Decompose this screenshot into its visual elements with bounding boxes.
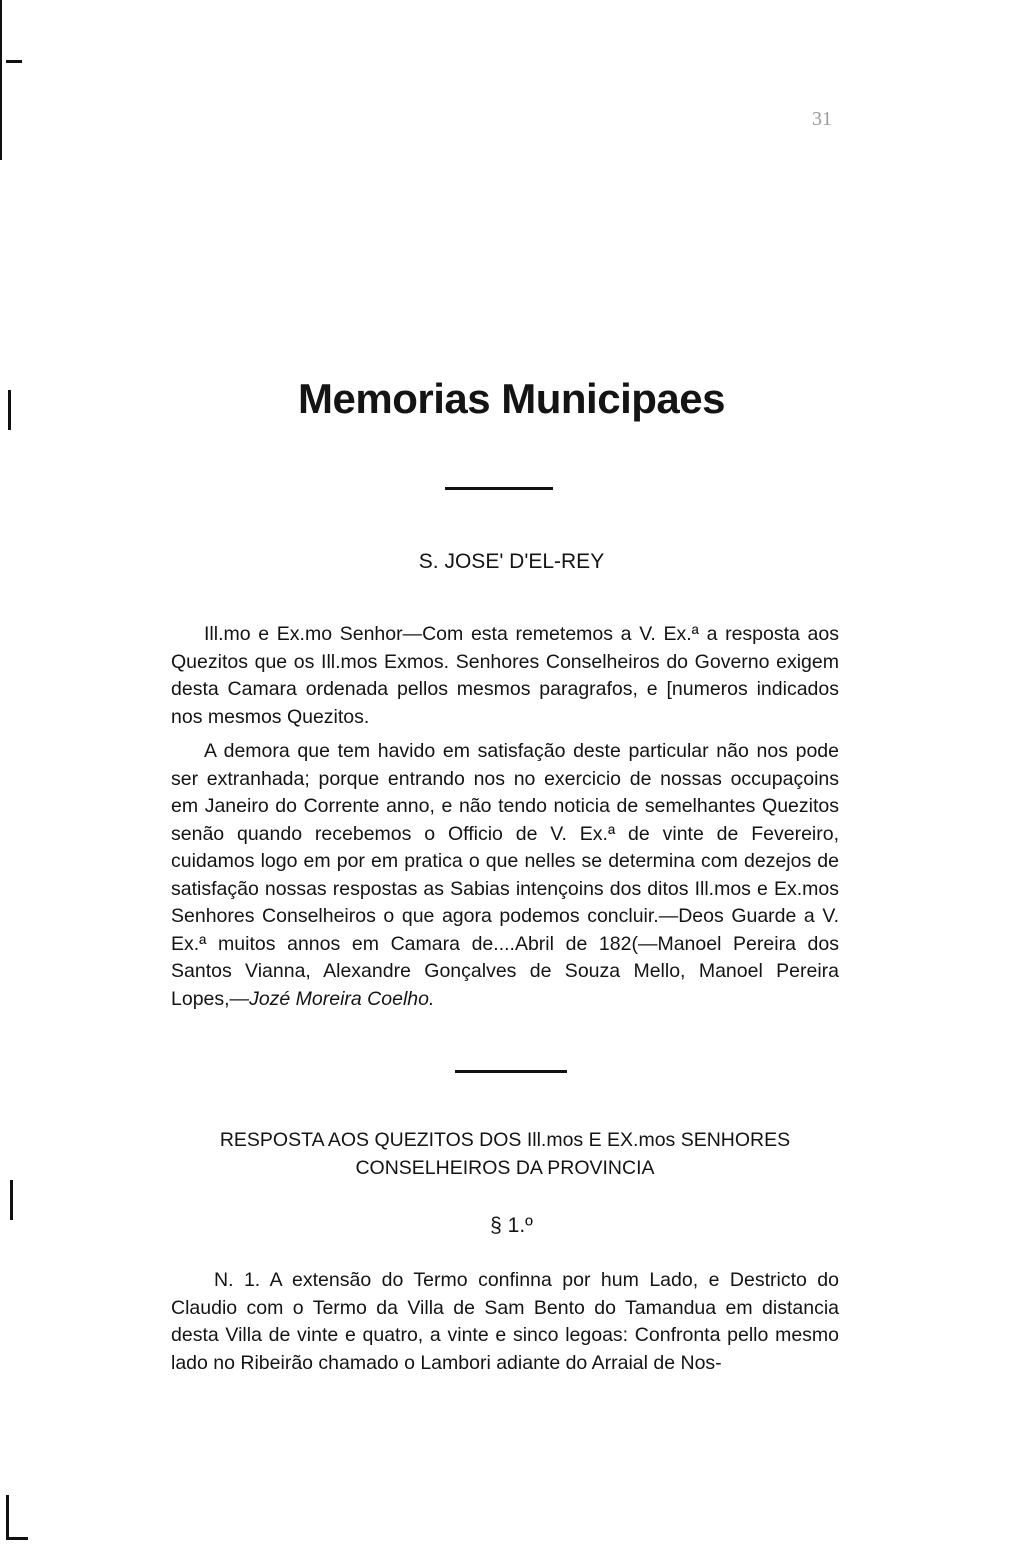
margin-mark: [0, 0, 2, 160]
margin-mark: [6, 1537, 28, 1540]
margin-mark: [8, 390, 11, 430]
letter-text: A demora que tem havido em satisfação deste particular não nos pode ser extranhada; porque entrando nos no exercicio de nossas occupaçoins em Janeiro do Corrente anno, e não tendo noticia de semelhantes Quezitos senão quando recebemos o Officio de V. Ex.ª de vinte de Fevereiro, cuidamos logo em por em pratica o que nelles se determina com dezejos de satisfação nossas respostas as Sabias intençoins dos ditos Ill.mos e Ex.mos Senhores Conselheiros o que agora podemos concluir.—Deos Guarde a V. Ex.ª muitos annos em Camara de....Abril de 182(—Manoel Pereira dos Santos Vianna, Alexandre Gonçalves de Souza Mello, Manoel Pereira Lopes,—: [171, 740, 839, 1010]
divider-rule: [455, 1070, 567, 1073]
page-title: Memorias Municipaes: [298, 375, 725, 422]
margin-mark: [6, 1495, 9, 1540]
margin-mark: [10, 1180, 13, 1220]
divider-rule: [445, 487, 553, 490]
answer-paragraph: N. 1. A extensão do Termo confinna por hum Lado, e Destricto do Claudio com o Termo da Villa de Sam Bento do Tamandua em distancia desta Villa de vinte e quatro, a vinte e sinco legoas: Confronta pello mesmo lado no Ribeirão chamado o Lambori adiante do Arraial de Nos-: [171, 1269, 839, 1374]
letter-paragraph: Ill.mo e Ex.mo Senhor—Com esta remetemos a V. Ex.ª a resposta aos Quezitos que os Ill.mos Exmos. Senhores Conselheiros do Governo exigem desta Camara ordenada pellos mesmos paragrafos, e [numeros indicados nos mesmos Quezitos.: [171, 623, 839, 728]
signature: Jozé Moreira Coelho.: [249, 987, 435, 1010]
page-number: 31: [812, 108, 832, 130]
margin-mark: [6, 60, 22, 63]
letter-paragraph: [171, 738, 839, 1013]
paragraph-marker: § 1.º: [490, 1214, 533, 1237]
answers-heading: RESPOSTA AOS QUEZITOS DOS Ill.mos E EX.mos SENHORES CONSELHEIROS DA PROVINCIA: [219, 1129, 791, 1179]
section-heading: S. JOSE' D'EL-REY: [418, 550, 605, 573]
